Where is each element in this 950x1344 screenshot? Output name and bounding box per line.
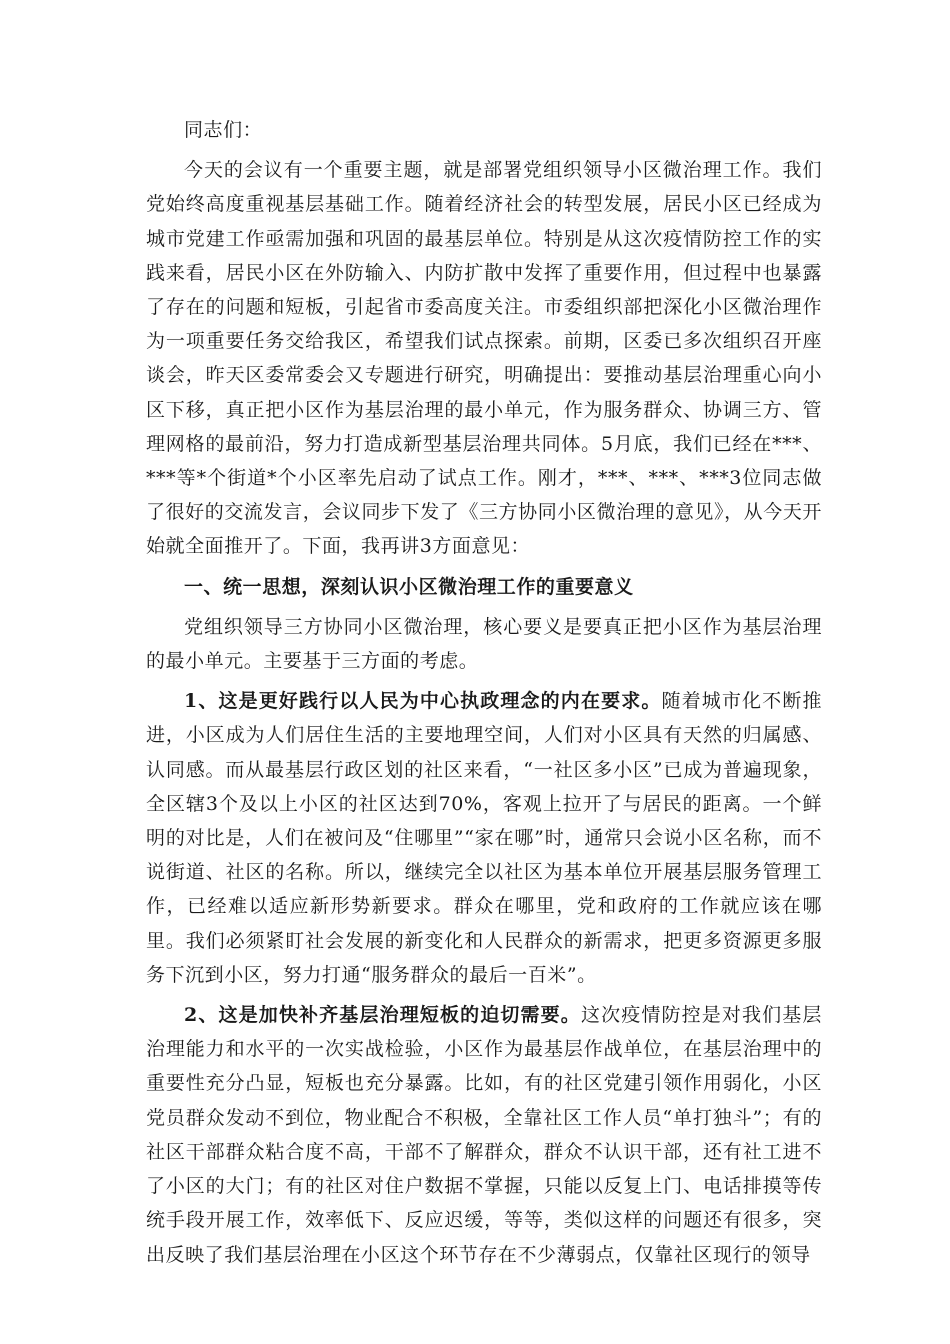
point-2-body: 这次疫情防控是对我们基层治理能力和水平的一次实战检验，小区作为最基层作战单位，在基层治理中的重要性充分凸显，短板也充分暴露。比如，有的社区党建引领作用弱化，小区党员群众发动不到位，物业配合不积极，全靠社区工作人员“单打独斗”；有的社区干部群众粘合度不高，干部不了解群众，群众不认识干部，还有社工进不了小区的大门；有的社区对住户数据不掌握，只能以反复上门、电话排摸等传统手段开展工作，效率低下、反应迟缓，等等，类似这样的问题还有很多，突出反映了我们基层治理在小区这个环节存在不少薄弱点，仅靠社区现行的领导 [146, 1004, 822, 1266]
speech-body [146, 113, 822, 1278]
point-1-paragraph [146, 684, 822, 992]
point-1-lead: 1、这是更好践行以人民为中心执政理念的内在要求。 [184, 690, 662, 713]
point-1-body: 随着城市化不断推进，小区成为人们居住生活的主要地理空间，人们对小区具有天然的归属感、认同感。而从最基层行政区划的社区来看，“一社区多小区”已成为普遍现象，全区辖3个及以上小区的社区达到70%，客观上拉开了与居民的距离。一个鲜明的对比是，人们在被问及“住哪里”“家在哪”时，通常只会说小区名称，而不说街道、社区的名称。所以，继续完全以社区为基本单位开展基层服务管理工作，已经难以适应新形势新要求。群众在哪里，党和政府的工作就应该在哪里。我们必须紧盯社会发展的新变化和人民群众的新需求，把更多资源更多服务下沉到小区，努力打通“服务群众的最后一百米”。 [146, 690, 823, 986]
section-1-heading: 一、统一思想，深刻认识小区微治理工作的重要意义 [184, 575, 634, 598]
greeting: 同志们： [184, 119, 263, 141]
section-1-intro-paragraph: 党组织领导三方协同小区微治理，核心要义是要真正把小区作为基层治理的最小单元。主要基于三方面的考虑。 [146, 615, 822, 673]
point-2-lead: 2、这是加快补齐基层治理短板的迫切需要。 [184, 1004, 581, 1027]
intro-paragraph: 今天的会议有一个重要主题，就是部署党组织领导小区微治理工作。我们党始终高度重视基层基础工作。随着经济社会的转型发展，居民小区已经成为城市党建工作亟需加强和巩固的最基层单位。特别是从这次疫情防控工作的实践来看，居民小区在外防输入、内防扩散中发挥了重要作用，但过程中也暴露了存在的问题和短板，引起省市委高度关注。市委组织部把深化小区微治理作为一项重要任务交给我区，希望我们试点探索。前期，区委已多次组织召开座谈会，昨天区委常委会又专题进行研究，明确提出：要推动基层治理重心向小区下移，真正把小区作为基层治理的最小单元，作为服务群众、协调三方、管理网格的最前沿，努力打造成新型基层治理共同体。5月底，我们已经在***、***等*个街道*个小区率先启动了试点工作。刚才，***、***、***3位同志做了很好的交流发言，会议同步下发了《三方协同小区微治理的意见》，从今天开始就全面推开了。下面，我再讲3方面意见： [146, 159, 822, 558]
point-2-paragraph [146, 998, 822, 1272]
